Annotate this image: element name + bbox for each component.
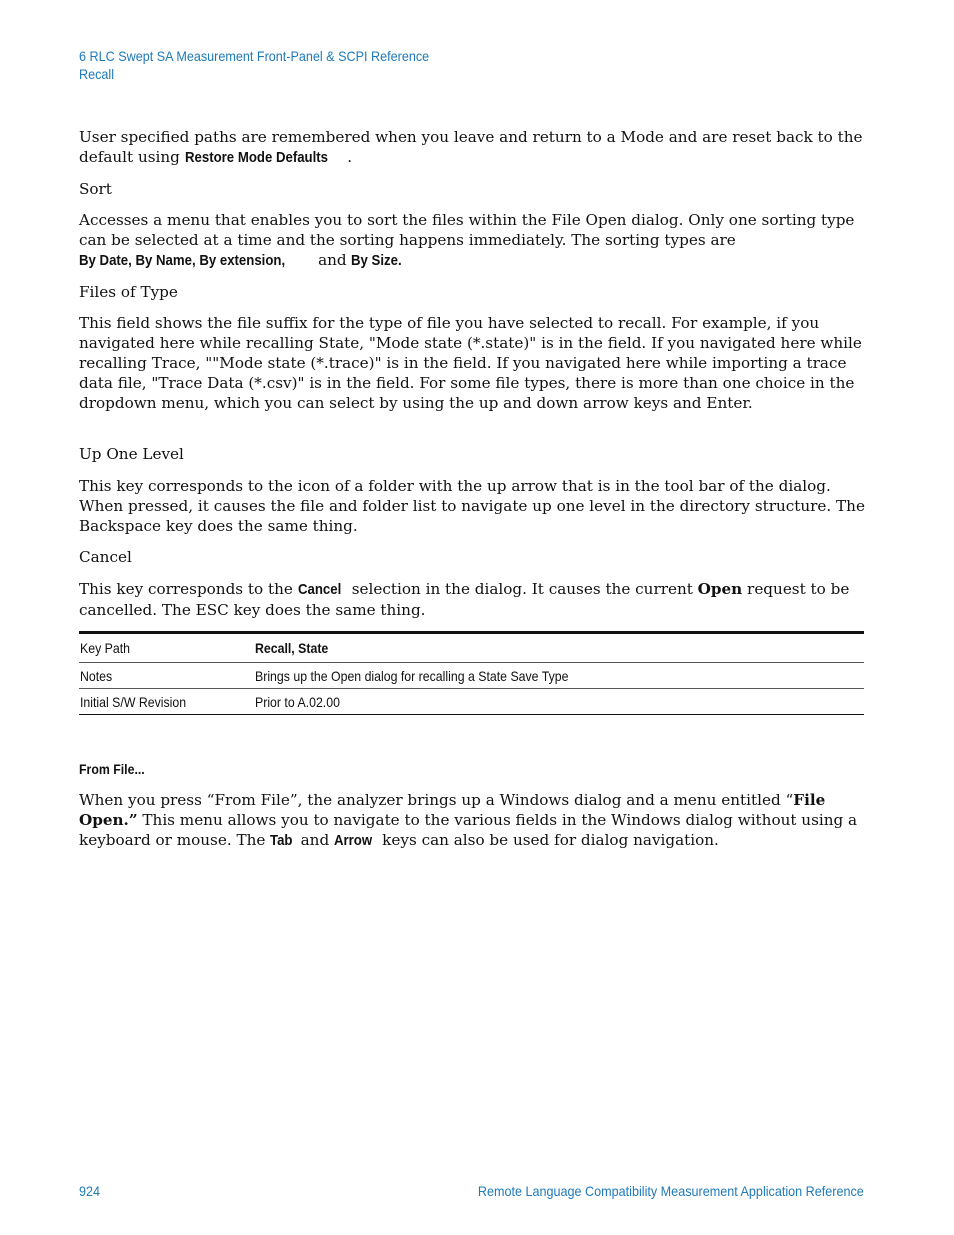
table-value: Brings up the Open dialog for recalling a State Save Type <box>255 667 569 684</box>
sort-text: Accesses a menu that enables you to sort the files within the File Open dialog. Only one sorting type can be selected at a time and the sorting happens immediately. The sorting types are <box>79 211 855 249</box>
cancel-term: Cancel <box>297 581 342 598</box>
from-file-and: and <box>295 831 335 849</box>
up-one-level-label: Up One Level <box>79 445 184 463</box>
from-file-heading: From File... <box>79 761 145 777</box>
cancel-text: This key corresponds to the <box>79 580 298 598</box>
from-file-text-mid: This menu allows you to navigate to the various fields in the Windows dialog without using a keyboard or mouse. The <box>79 811 858 849</box>
table-key-cell <box>79 663 254 689</box>
open-term: Open <box>697 580 743 598</box>
table-key: Notes <box>80 667 113 684</box>
sort-types-term: By Date, By Name, By extension, <box>79 252 286 269</box>
table-key: Initial S/W Revision <box>80 693 187 710</box>
files-of-type-label: Files of Type <box>79 283 178 301</box>
sort-label: Sort <box>79 180 112 198</box>
tab-term: Tab <box>270 832 293 849</box>
restore-mode-defaults-term: Restore Mode Defaults <box>184 149 328 166</box>
cancel-paragraph <box>79 579 869 620</box>
paths-paragraph <box>79 127 869 168</box>
table-value: Recall, State <box>255 640 329 656</box>
file-open-term: File Open.” <box>79 791 826 829</box>
sort-and: and <box>313 251 352 269</box>
table-value-cell <box>254 663 864 689</box>
from-file-text: When you press “From File”, the analyzer brings up a Windows dialog and a menu entitled “ <box>79 791 794 809</box>
sort-paragraph <box>79 210 869 271</box>
book-title: Remote Language Compatibility Measurement Application Reference <box>478 1183 864 1199</box>
table-value: Prior to A.02.00 <box>255 693 340 710</box>
table-key: Key Path <box>80 640 131 656</box>
section-title: Recall <box>79 66 115 82</box>
table-value-cell <box>254 633 864 663</box>
from-file-paragraph <box>79 790 869 851</box>
cancel-text-mid: selection in the dialog. It causes the current <box>346 580 698 598</box>
paths-text: User specified paths are remembered when you leave and return to a Mode and are reset back to the default using <box>79 128 863 166</box>
arrow-term: Arrow <box>334 832 373 849</box>
page-number: 924 <box>79 1183 101 1199</box>
table-row <box>79 689 864 715</box>
from-file-text-end: keys can also be used for dialog navigation. <box>377 831 719 849</box>
table-value-cell <box>254 689 864 715</box>
files-of-type-paragraph: This field shows the file suffix for the type of file you have selected to recall. For example, if you navigated here while recalling State, "Mode state (*.state)" is in the field. If you navigated here while recalling Trace, ""Mode state (*.trace)" is in the field. If you navigated here while importing a trace data file, "Trace Data (*.csv)" is in the field. For some file types, there is more than one choice in the dropdown menu, which you can select by using the up and down arrow keys and Enter. <box>79 314 862 412</box>
table-row <box>79 663 864 689</box>
chapter-title: 6 RLC Swept SA Measurement Front-Panel & SCPI Reference <box>79 48 430 64</box>
cancel-text-end: request to be cancelled. The ESC key does the same thing. <box>79 580 850 619</box>
cancel-label: Cancel <box>79 548 132 566</box>
running-header <box>79 47 429 83</box>
table-row <box>79 633 864 663</box>
paths-text-end: . <box>347 148 353 166</box>
table-key-cell <box>79 689 254 715</box>
table-key-cell <box>79 633 254 663</box>
up-one-level-paragraph: This key corresponds to the icon of a folder with the up arrow that is in the tool bar of the dialog. When pressed, it causes the file and folder list to navigate up one level in the directory structure. The Backspace key does the same thing. <box>79 477 865 535</box>
key-path-table <box>79 631 864 715</box>
by-size-term: By Size. <box>351 252 403 269</box>
